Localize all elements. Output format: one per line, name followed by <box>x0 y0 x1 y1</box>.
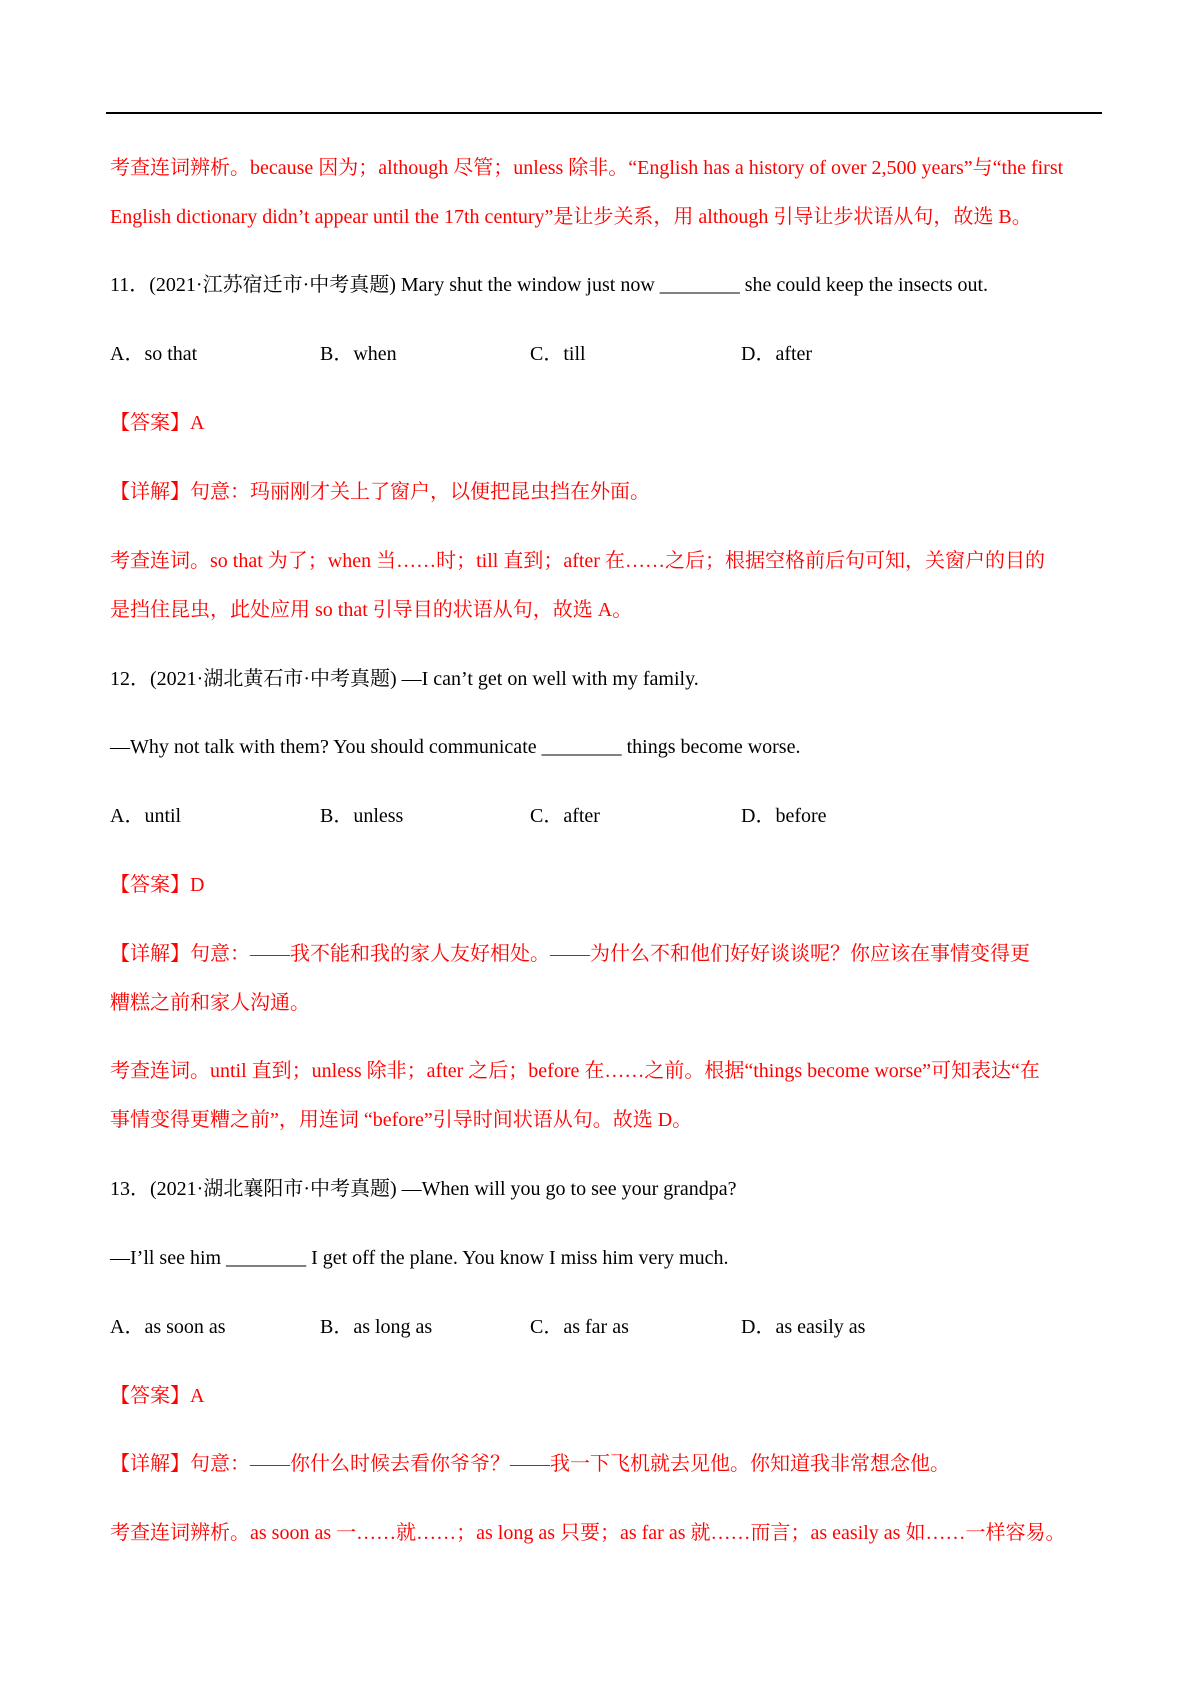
q11-option-a: A．so that <box>110 343 198 365</box>
q12-stem-reply: —Why not talk with them? You should communicate ________ things become worse. <box>110 736 801 758</box>
q12-option-c: C．after <box>530 805 600 827</box>
q13-stem-reply: —I’ll see him ________ I get off the plane. You know I miss him very much. <box>110 1247 729 1269</box>
q12-detail-line2: 糟糕之前和家人沟通。 <box>110 992 310 1014</box>
q12-option-d: D．before <box>741 805 827 827</box>
q13-detail: 【详解】句意：——你什么时候去看你爷爷？——我一下飞机就去见他。你知道我非常想念他。 <box>110 1453 950 1475</box>
q11-option-d: D．after <box>741 343 813 365</box>
q11-answer: 【答案】A <box>110 412 205 434</box>
q12-option-a: A．until <box>110 805 182 827</box>
q12-answer: 【答案】D <box>110 874 205 896</box>
q13-stem: 13．(2021·湖北襄阳市·中考真题) —When will you go to see your grandpa? <box>110 1178 737 1200</box>
q12-option-b: B．unless <box>320 805 404 827</box>
q12-stem: 12．(2021·湖北黄石市·中考真题) —I can’t get on well with my family. <box>110 668 699 690</box>
q12-analysis-line1: 考查连词。until 直到；unless 除非；after 之后；before 在……之前。根据“things become worse”可知表达“在 <box>110 1060 1040 1082</box>
q13-answer: 【答案】A <box>110 1385 205 1407</box>
q11-option-c: C．till <box>530 343 586 365</box>
q11-analysis-line1: 考查连词。so that 为了；when 当……时；till 直到；after 在……之后；根据空格前后句可知，关窗户的目的 <box>110 550 1045 572</box>
header-rule <box>106 112 1102 114</box>
q11-stem: 11．(2021·江苏宿迁市·中考真题) Mary shut the window just now ________ she could keep the insects out. <box>110 274 989 296</box>
q12-analysis-line2: 事情变得更糟之前”，用连词 “before”引导时间状语从句。故选 D。 <box>110 1109 693 1131</box>
q10-analysis-line1: 考查连词辨析。because 因为；although 尽管；unless 除非。“English has a history of over 2,500 years”与“the first <box>110 157 1064 179</box>
q13-option-b: B．as long as <box>320 1316 433 1338</box>
q13-option-a: A．as soon as <box>110 1316 226 1338</box>
q13-analysis-line1: 考查连词辨析。as soon as 一……就……；as long as 只要；as far as 就……而言；as easily as 如……一样容易。 <box>110 1522 1066 1544</box>
q10-analysis-line2: English dictionary didn’t appear until the 17th century”是让步关系，用 although 引导让步状语从句，故选 B。 <box>110 206 1032 228</box>
q13-option-c: C．as far as <box>530 1316 629 1338</box>
q11-detail: 【详解】句意：玛丽刚才关上了窗户，以便把昆虫挡在外面。 <box>110 481 650 503</box>
q12-detail-line1: 【详解】句意：——我不能和我的家人友好相处。——为什么不和他们好好谈谈呢？你应该在事情变得更 <box>110 943 1030 965</box>
q13-option-d: D．as easily as <box>741 1316 866 1338</box>
q11-option-b: B．when <box>320 343 397 365</box>
q11-analysis-line2: 是挡住昆虫，此处应用 so that 引导目的状语从句，故选 A。 <box>110 599 633 621</box>
